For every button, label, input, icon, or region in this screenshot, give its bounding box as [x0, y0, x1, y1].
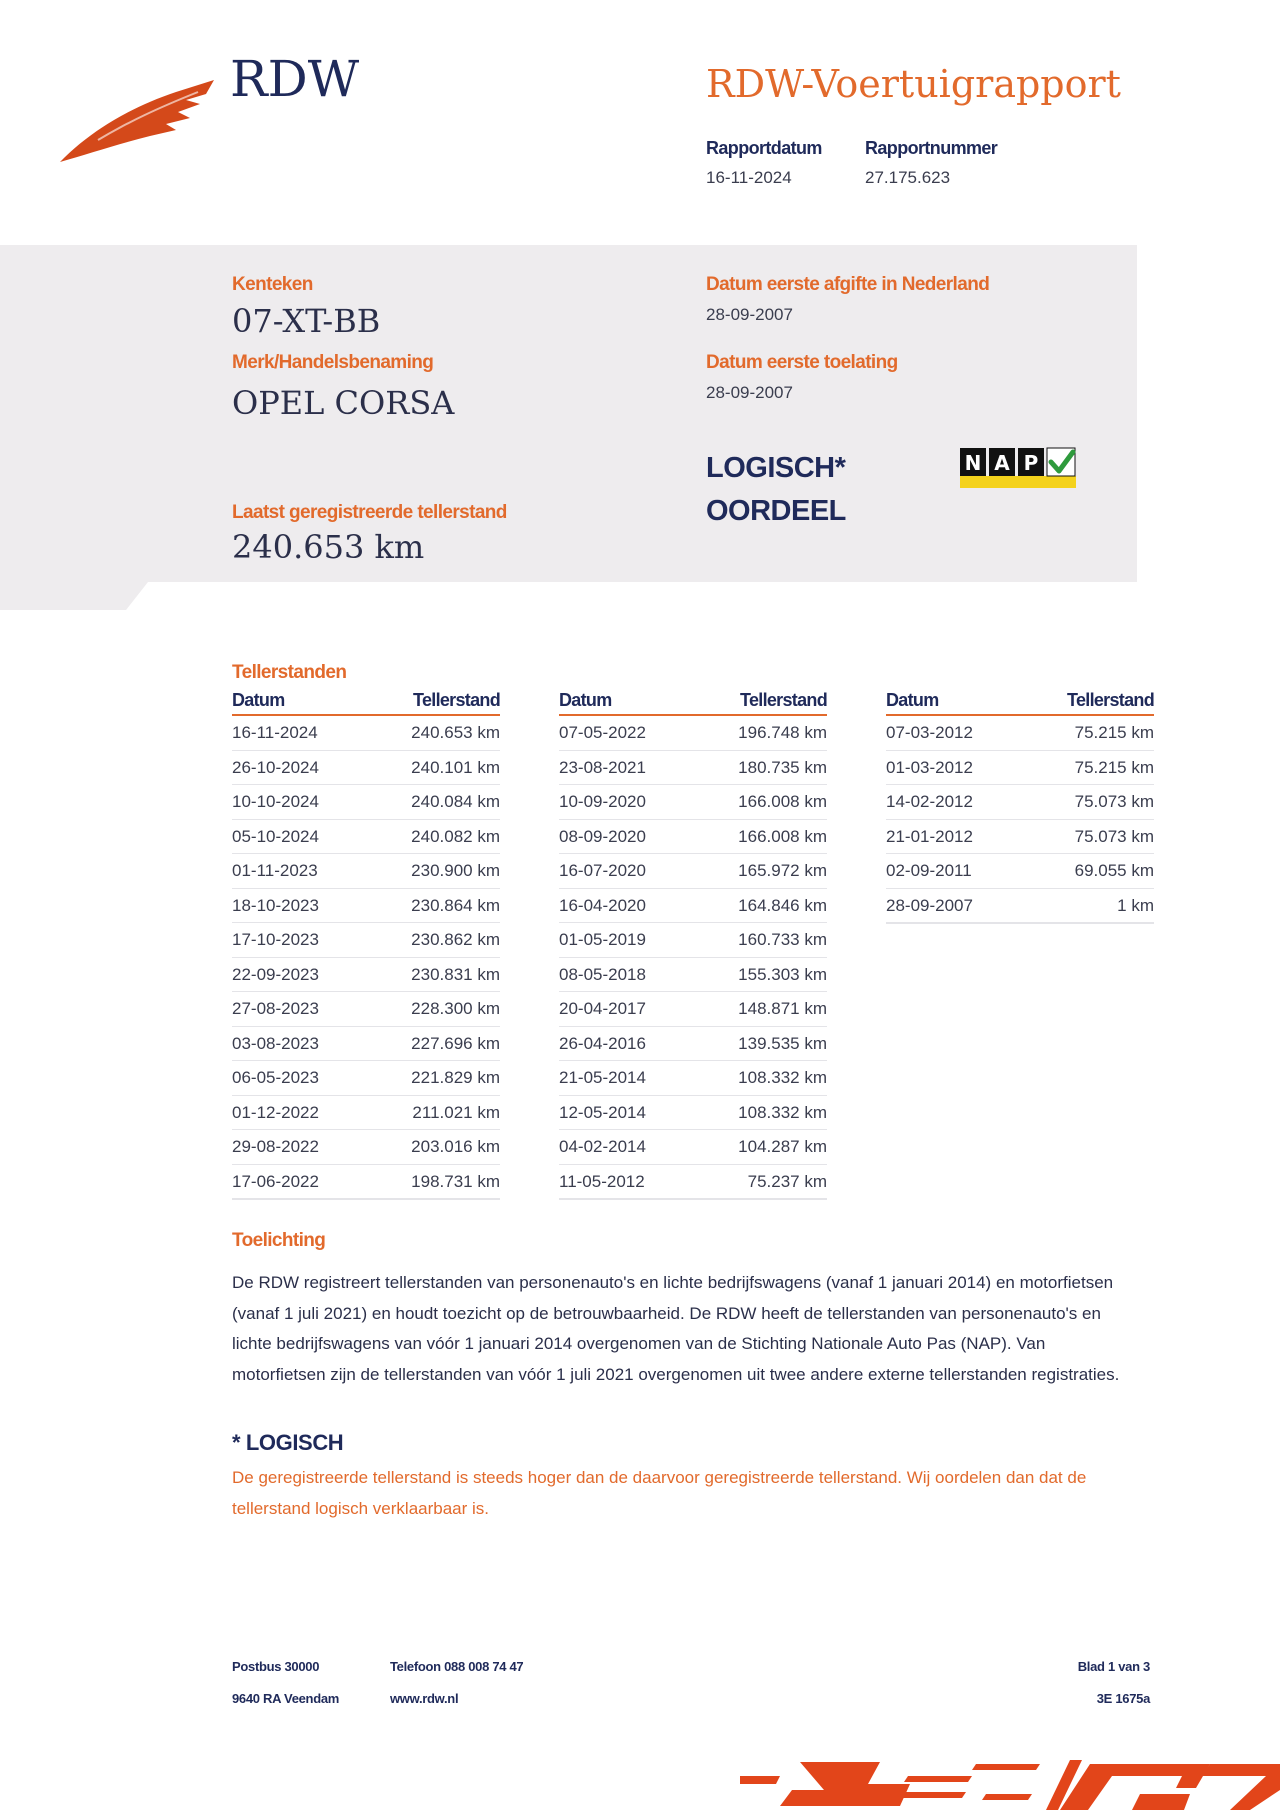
odometer-column-2: [559, 690, 827, 1200]
table-row: [232, 1061, 500, 1096]
row-date: 16-11-2024: [232, 723, 318, 742]
logisch-text: De geregistreerde tellerstand is steeds hoger dan de daarvoor geregistreerde tellerstand. Wij oordelen dan dat de tellerstand logisch verklaarbaar is.: [232, 1468, 1087, 1518]
row-date: 01-03-2012: [886, 757, 973, 777]
row-odometer: 75.215 km: [1074, 723, 1154, 742]
datum-header: Datum: [886, 690, 939, 710]
verdict-status: LOGISCH*: [706, 452, 846, 484]
row-date: 10-10-2024: [232, 792, 319, 811]
column-header: [559, 690, 827, 716]
odometer-column-1: [232, 690, 500, 1200]
row-odometer: 75.215 km: [1074, 757, 1154, 777]
nap-letter-p: P: [1023, 451, 1039, 475]
row-odometer: 240.101 km: [411, 757, 500, 777]
row-date: 04-02-2014: [559, 1137, 646, 1156]
row-date: 05-10-2024: [232, 826, 319, 846]
row-date: 26-10-2024: [232, 757, 319, 777]
row-date: 07-05-2022: [559, 723, 646, 742]
row-odometer: 228.300 km: [411, 999, 500, 1018]
row-date: 28-09-2007: [886, 895, 973, 915]
table-row: [886, 889, 1154, 925]
row-odometer: 230.900 km: [411, 861, 500, 880]
table-row: [559, 716, 827, 751]
row-odometer: 75.237 km: [747, 1171, 827, 1191]
row-date: 17-06-2022: [232, 1171, 319, 1191]
row-odometer: 165.972 km: [738, 861, 827, 880]
table-row: [886, 751, 1154, 786]
kenteken-label: Kenteken: [232, 274, 313, 295]
row-date: 01-12-2022: [232, 1102, 319, 1122]
row-date: 06-05-2023: [232, 1068, 319, 1087]
row-date: 08-09-2020: [559, 826, 646, 846]
table-row: [232, 785, 500, 820]
table-row: [232, 1096, 500, 1131]
row-date: 11-05-2012: [559, 1171, 645, 1191]
footer-phone: Telefoon 088 008 74 47: [390, 1659, 524, 1674]
row-odometer: 180.735 km: [738, 757, 827, 777]
row-date: 29-08-2022: [232, 1137, 319, 1156]
footer-page-number: Blad 1 van 3: [1077, 1659, 1150, 1674]
row-odometer: 75.073 km: [1074, 826, 1154, 846]
explanation-title: Toelichting: [232, 1230, 326, 1251]
row-odometer: 221.829 km: [411, 1068, 500, 1087]
row-date: 21-05-2014: [559, 1068, 646, 1087]
row-odometer: 211.021 km: [412, 1102, 500, 1122]
row-date: 10-09-2020: [559, 792, 646, 811]
table-row: [232, 854, 500, 889]
column-header: [886, 690, 1154, 716]
footer-address: 9640 RA Veendam: [232, 1691, 340, 1706]
row-date: 14-02-2012: [886, 792, 973, 811]
report-title: RDW-Voertuigrapport: [706, 62, 1121, 106]
report-date-label: Rapportdatum: [706, 138, 822, 158]
datum-header: Datum: [232, 690, 285, 710]
row-date: 01-05-2019: [559, 930, 646, 949]
table-row: [232, 992, 500, 1027]
table-row: [886, 854, 1154, 889]
table-row: [559, 958, 827, 993]
table-row: [559, 854, 827, 889]
row-odometer: 227.696 km: [411, 1033, 500, 1053]
row-odometer: 75.073 km: [1074, 792, 1154, 811]
nap-letter-a: A: [994, 451, 1010, 475]
row-odometer: 230.831 km: [411, 964, 500, 984]
report-date-value: 16-11-2024: [706, 168, 792, 187]
table-row: [559, 1130, 827, 1165]
table-row: [232, 820, 500, 855]
row-date: 07-03-2012: [886, 723, 973, 742]
kenteken-value: 07-XT-BB: [232, 302, 381, 340]
last-odometer-label: Laatst geregistreerde tellerstand: [232, 502, 507, 523]
row-odometer: 230.862 km: [411, 930, 500, 949]
row-odometer: 203.016 km: [411, 1137, 500, 1156]
row-odometer: 108.332 km: [738, 1068, 827, 1087]
odometer-column-3: [886, 690, 1154, 924]
rdw-logo-mark-icon: [58, 78, 214, 164]
row-date: 01-11-2023: [232, 861, 318, 880]
row-odometer: 166.008 km: [738, 826, 827, 846]
row-date: 18-10-2023: [232, 895, 319, 915]
table-row: [232, 889, 500, 924]
row-date: 12-05-2014: [559, 1102, 646, 1122]
row-odometer: 196.748 km: [738, 723, 827, 742]
row-date: 20-04-2017: [559, 999, 646, 1018]
row-date: 23-08-2021: [559, 757, 646, 777]
row-date: 22-09-2023: [232, 964, 319, 984]
row-date: 17-10-2023: [232, 930, 319, 949]
row-odometer: 69.055 km: [1074, 861, 1154, 880]
datum-header: Datum: [559, 690, 612, 710]
table-row: [559, 1061, 827, 1096]
row-odometer: 160.733 km: [738, 930, 827, 949]
table-row: [559, 1096, 827, 1131]
first-admission-date-value: 28-09-2007: [706, 383, 793, 402]
row-odometer: 139.535 km: [738, 1033, 827, 1053]
merk-value: OPEL CORSA: [232, 384, 455, 422]
table-row: [559, 923, 827, 958]
explanation-text: De RDW registreert tellerstanden van personenauto's en lichte bedrijfswagens (vanaf 1 januari 2014) en motorfietsen (vanaf 1 juli 2021) en houdt toezicht op de betrouwbaarheid. De RDW heeft de tellerstanden van personenauto's en lichte bedrijfswagens van vóór 1 januari 2014 overgenomen van de Stichting Nationale Auto Pas (NAP). Van motorfietsen zijn de tellerstanden van vóór 1 juli 2021 overgenomen uit twee andere externe tellerstanden registraties.: [232, 1273, 1120, 1384]
report-number-value: 27.175.623: [865, 168, 951, 187]
table-row: [559, 889, 827, 924]
merk-label: Merk/Handelsbenaming: [232, 352, 434, 373]
table-row: [886, 820, 1154, 855]
table-row: [559, 785, 827, 820]
first-issue-date-value: 28-09-2007: [706, 305, 793, 324]
row-odometer: 198.731 km: [411, 1171, 500, 1191]
row-odometer: 166.008 km: [738, 792, 827, 811]
table-row: [232, 958, 500, 993]
footer-website: www.rdw.nl: [390, 1691, 459, 1706]
footer-doc-code: 3E 1675a: [1096, 1691, 1150, 1706]
row-odometer: 240.084 km: [411, 792, 500, 811]
row-date: 27-08-2023: [232, 999, 319, 1018]
first-admission-date-label: Datum eerste toelating: [706, 352, 898, 373]
nap-logo-icon: [960, 446, 1076, 488]
row-odometer: 164.846 km: [738, 895, 827, 915]
table-row: [559, 992, 827, 1027]
decorative-stripes-icon: [740, 1754, 1280, 1810]
first-issue-date-label: Datum eerste afgifte in Nederland: [706, 274, 990, 295]
row-odometer: 1 km: [1117, 895, 1154, 915]
column-header: [232, 690, 500, 716]
row-odometer: 240.082 km: [411, 826, 500, 846]
row-date: 16-07-2020: [559, 861, 646, 880]
table-row: [559, 751, 827, 786]
row-odometer: 230.864 km: [411, 895, 500, 915]
table-row: [232, 923, 500, 958]
nap-letter-n: N: [964, 451, 982, 475]
table-row: [232, 1130, 500, 1165]
table-row: [886, 716, 1154, 751]
table-row: [232, 1027, 500, 1062]
footer-postbus: Postbus 30000: [232, 1659, 320, 1674]
brand-name: RDW: [230, 50, 360, 108]
row-odometer: 108.332 km: [738, 1102, 827, 1122]
verdict-label: OORDEEL: [706, 495, 846, 527]
tellerstand-header: Tellerstand: [740, 690, 827, 710]
table-row: [232, 751, 500, 786]
table-row: [232, 1165, 500, 1201]
table-row: [886, 785, 1154, 820]
logisch-heading: * LOGISCH: [232, 1430, 344, 1455]
row-date: 21-01-2012: [886, 826, 973, 846]
table-row: [559, 1165, 827, 1201]
row-date: 26-04-2016: [559, 1033, 646, 1053]
row-odometer: 240.653 km: [411, 723, 500, 742]
row-odometer: 155.303 km: [738, 964, 827, 984]
table-row: [232, 716, 500, 751]
table-row: [559, 1027, 827, 1062]
row-date: 03-08-2023: [232, 1033, 319, 1053]
row-odometer: 148.871 km: [738, 999, 827, 1018]
odometer-table-title: Tellerstanden: [232, 662, 347, 683]
tellerstand-header: Tellerstand: [413, 690, 500, 710]
last-odometer-value: 240.653 km: [232, 528, 425, 566]
tellerstand-header: Tellerstand: [1067, 690, 1154, 710]
report-number-label: Rapportnummer: [865, 138, 998, 158]
row-date: 02-09-2011: [886, 861, 972, 880]
table-row: [559, 820, 827, 855]
row-date: 16-04-2020: [559, 895, 646, 915]
row-date: 08-05-2018: [559, 964, 646, 984]
row-odometer: 104.287 km: [738, 1137, 827, 1156]
vehicle-summary-panel: [0, 245, 1137, 610]
